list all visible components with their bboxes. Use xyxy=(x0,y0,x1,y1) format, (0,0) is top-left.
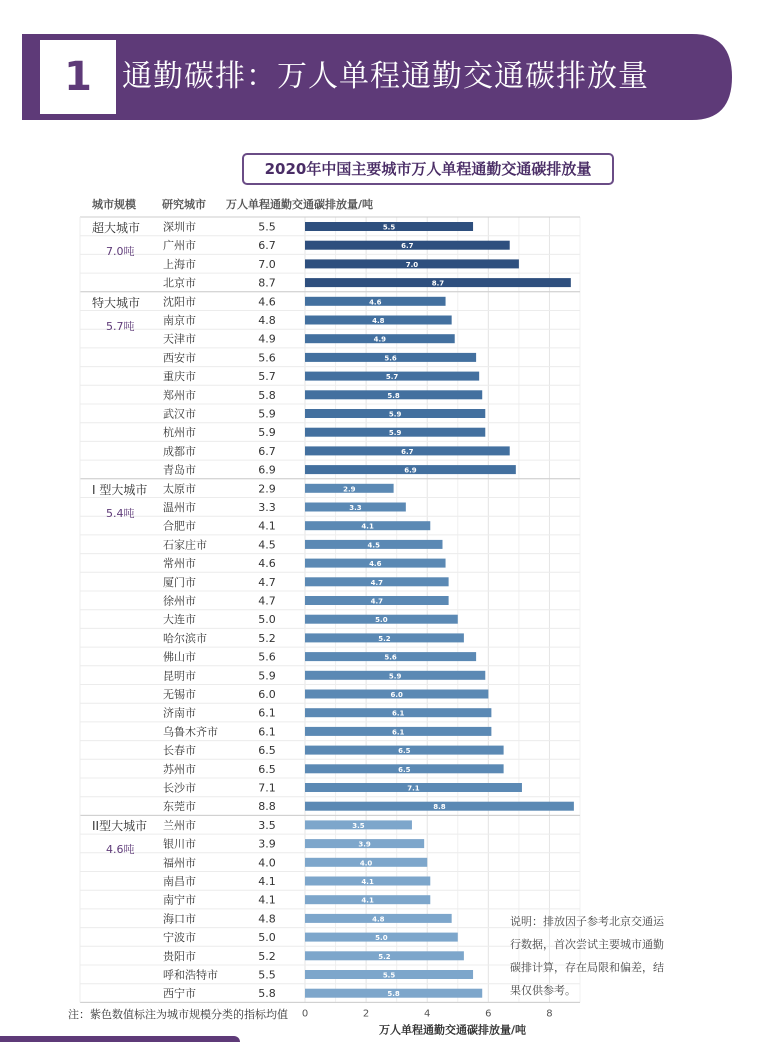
section-number: 1 xyxy=(40,40,116,114)
value-label: 8.8 xyxy=(258,800,276,814)
bar-data-label: 4.6 xyxy=(369,560,382,569)
bar-data-label: 2.9 xyxy=(343,485,356,494)
value-label: 4.6 xyxy=(258,295,276,309)
group-average: 5.4吨 xyxy=(106,506,135,520)
bar-data-label: 7.1 xyxy=(407,784,420,793)
value-label: 7.0 xyxy=(258,257,276,271)
value-label: 4.8 xyxy=(258,314,276,327)
city-label: 青岛市 xyxy=(163,463,196,477)
city-label: 乌鲁木齐市 xyxy=(163,725,218,739)
group-average: 7.0吨 xyxy=(106,245,135,258)
bar-data-label: 4.1 xyxy=(361,896,374,905)
bar-data-label: 4.8 xyxy=(372,317,385,325)
value-label: 5.2 xyxy=(258,949,276,963)
city-label: 上海市 xyxy=(163,257,196,271)
bar-data-label: 4.6 xyxy=(369,298,382,307)
value-label: 5.5 xyxy=(258,968,276,982)
city-label: 厦门市 xyxy=(163,575,196,589)
value-label: 6.0 xyxy=(258,688,276,701)
city-label: 南宁市 xyxy=(163,893,196,907)
bar-data-label: 6.5 xyxy=(398,747,411,756)
value-label: 3.9 xyxy=(258,837,276,851)
bar-data-label: 5.6 xyxy=(384,354,397,363)
bar-data-label: 4.7 xyxy=(370,597,384,606)
group-name: 超大城市 xyxy=(92,221,141,235)
bar-data-label: 5.7 xyxy=(385,373,399,382)
city-label: 兰州市 xyxy=(163,818,196,832)
value-label: 4.7 xyxy=(258,575,276,589)
bar-data-label: 5.9 xyxy=(388,429,402,438)
bar-data-label: 4.1 xyxy=(361,522,374,531)
city-label: 呼和浩特市 xyxy=(163,968,218,982)
bar-data-label: 5.6 xyxy=(384,653,397,662)
city-label: 重庆市 xyxy=(163,370,196,384)
bar-data-label: 5.0 xyxy=(375,616,388,625)
value-label: 5.0 xyxy=(258,613,276,627)
city-label: 西安市 xyxy=(163,351,196,365)
value-label: 5.0 xyxy=(258,931,276,945)
header-scale: 城市规模 xyxy=(92,198,136,211)
value-label: 5.9 xyxy=(258,426,276,440)
bar-data-label: 4.1 xyxy=(361,878,374,886)
bar-data-label: 3.9 xyxy=(358,840,371,849)
bar-data-label: 4.8 xyxy=(372,915,385,924)
city-label: 西宁市 xyxy=(163,987,196,1001)
value-label: 5.5 xyxy=(258,220,276,234)
value-label: 4.8 xyxy=(258,912,276,926)
value-label: 5.8 xyxy=(258,987,276,1001)
value-label: 4.1 xyxy=(258,519,276,533)
bar-data-label: 4.5 xyxy=(367,541,380,550)
bar-data-label: 7.0 xyxy=(405,260,419,269)
city-label: 佛山市 xyxy=(163,650,196,664)
city-label: 昆明市 xyxy=(163,669,196,683)
bar-data-label: 5.5 xyxy=(382,223,396,232)
city-label: 长春市 xyxy=(163,744,196,758)
value-label: 4.1 xyxy=(258,875,276,888)
group-name: II型大城市 xyxy=(92,819,148,834)
bar-data-label: 6.0 xyxy=(390,691,403,699)
value-label: 6.7 xyxy=(258,239,276,253)
city-label: 广州市 xyxy=(163,239,196,253)
value-label: 5.7 xyxy=(258,370,276,384)
value-label: 6.5 xyxy=(258,762,276,776)
value-label: 6.5 xyxy=(258,744,276,758)
value-label: 5.2 xyxy=(258,631,276,645)
value-label: 4.5 xyxy=(258,538,276,552)
city-label: 石家庄市 xyxy=(163,538,207,552)
x-tick-label: 0 xyxy=(301,1008,309,1020)
value-label: 3.5 xyxy=(258,818,276,832)
bar-data-label: 6.1 xyxy=(391,728,405,737)
bottom-accent-bar xyxy=(0,1036,240,1042)
bar-data-label: 5.8 xyxy=(387,391,400,400)
group-name: 特大城市 xyxy=(92,295,141,310)
city-label: 大连市 xyxy=(163,613,196,627)
bar-data-label: 6.7 xyxy=(401,447,414,456)
value-label: 6.1 xyxy=(258,725,276,739)
city-label: 东莞市 xyxy=(163,800,196,814)
city-label: 南昌市 xyxy=(163,875,196,888)
x-tick-label: 4 xyxy=(424,1008,431,1020)
city-label: 天津市 xyxy=(163,332,196,346)
city-label: 深圳市 xyxy=(163,220,196,234)
bar-data-label: 6.9 xyxy=(404,466,417,475)
bar-data-label: 6.1 xyxy=(391,709,405,718)
footnote: 注：紫色数值标注为城市规模分类的指标均值 xyxy=(68,1008,288,1021)
city-label: 杭州市 xyxy=(163,426,196,440)
chart-title: 2020年中国主要城市万人单程通勤交通碳排放量 xyxy=(242,153,614,185)
city-label: 海口市 xyxy=(163,912,196,926)
bar-data-label: 4.7 xyxy=(370,578,384,587)
bar-data-label: 6.5 xyxy=(398,765,411,774)
x-tick-label: 8 xyxy=(546,1008,553,1020)
explanation-text: 说明：排放因子参考北京交通运行数据，首次尝试主要城市通勤碳排计算，存在局限和偏差，结果仅供参考。 xyxy=(510,915,664,997)
value-label: 5.8 xyxy=(258,388,276,402)
city-label: 郑州市 xyxy=(163,388,196,402)
value-label: 7.1 xyxy=(258,781,276,795)
value-label: 5.6 xyxy=(258,351,276,365)
x-tick-label: 6 xyxy=(485,1008,492,1020)
group-average: 4.6吨 xyxy=(106,843,135,857)
city-label: 北京市 xyxy=(163,276,196,290)
city-label: 沈阳市 xyxy=(163,295,196,309)
bar-data-label: 8.8 xyxy=(433,803,446,812)
city-label: 合肥市 xyxy=(163,519,196,533)
value-label: 4.7 xyxy=(258,594,276,608)
header-value: 万人单程通勤交通碳排放量/吨 xyxy=(226,198,374,211)
bar-data-label: 4.0 xyxy=(359,859,373,868)
value-label: 4.0 xyxy=(258,856,276,870)
city-label: 常州市 xyxy=(163,557,196,571)
bar-data-label: 5.9 xyxy=(388,410,402,419)
bar-data-label: 5.5 xyxy=(382,971,396,980)
city-label: 武汉市 xyxy=(163,407,196,421)
header-city: 研究城市 xyxy=(162,198,206,211)
city-label: 太原市 xyxy=(163,482,196,496)
city-label: 贵阳市 xyxy=(163,949,196,963)
city-label: 成都市 xyxy=(163,444,196,458)
value-label: 4.9 xyxy=(258,332,276,346)
bar-data-label: 5.8 xyxy=(387,990,400,999)
city-label: 南京市 xyxy=(163,314,196,327)
city-label: 哈尔滨市 xyxy=(163,631,207,645)
value-label: 6.1 xyxy=(258,706,276,720)
section-title: 通勤碳排：万人单程通勤交通碳排放量 xyxy=(122,59,649,94)
bar-data-label: 5.2 xyxy=(378,634,391,643)
value-label: 2.9 xyxy=(258,482,276,496)
x-axis-title: 万人单程通勤交通碳排放量/吨 xyxy=(378,1023,527,1037)
x-tick-label: 2 xyxy=(362,1008,370,1020)
value-label: 5.9 xyxy=(258,669,276,683)
group-average: 5.7吨 xyxy=(106,319,135,333)
city-label: 苏州市 xyxy=(163,762,196,776)
city-label: 银川市 xyxy=(163,837,196,851)
city-label: 无锡市 xyxy=(163,688,196,701)
bar-data-label: 4.9 xyxy=(373,335,387,344)
bar-data-label: 3.5 xyxy=(352,821,365,830)
city-label: 宁波市 xyxy=(163,931,196,945)
value-label: 8.7 xyxy=(258,276,276,290)
bar-data-label: 5.9 xyxy=(388,672,402,681)
city-label: 长沙市 xyxy=(163,781,196,795)
bar-data-label: 5.2 xyxy=(378,952,391,961)
bar-data-label: 6.7 xyxy=(401,242,414,251)
value-label: 5.9 xyxy=(258,407,276,421)
city-label: 福州市 xyxy=(163,856,196,870)
bar-data-label: 8.7 xyxy=(431,279,445,288)
value-label: 4.1 xyxy=(258,893,276,907)
group-name: I 型大城市 xyxy=(92,482,148,497)
value-label: 6.9 xyxy=(258,463,276,477)
value-label: 5.6 xyxy=(258,650,276,664)
value-label: 3.3 xyxy=(258,501,276,514)
bar-data-label: 3.3 xyxy=(349,504,362,512)
city-label: 徐州市 xyxy=(163,594,196,608)
city-label: 温州市 xyxy=(163,501,196,514)
bar-data-label: 5.0 xyxy=(375,934,388,943)
city-label: 济南市 xyxy=(163,706,196,720)
value-label: 6.7 xyxy=(258,444,276,458)
value-label: 4.6 xyxy=(258,557,276,571)
